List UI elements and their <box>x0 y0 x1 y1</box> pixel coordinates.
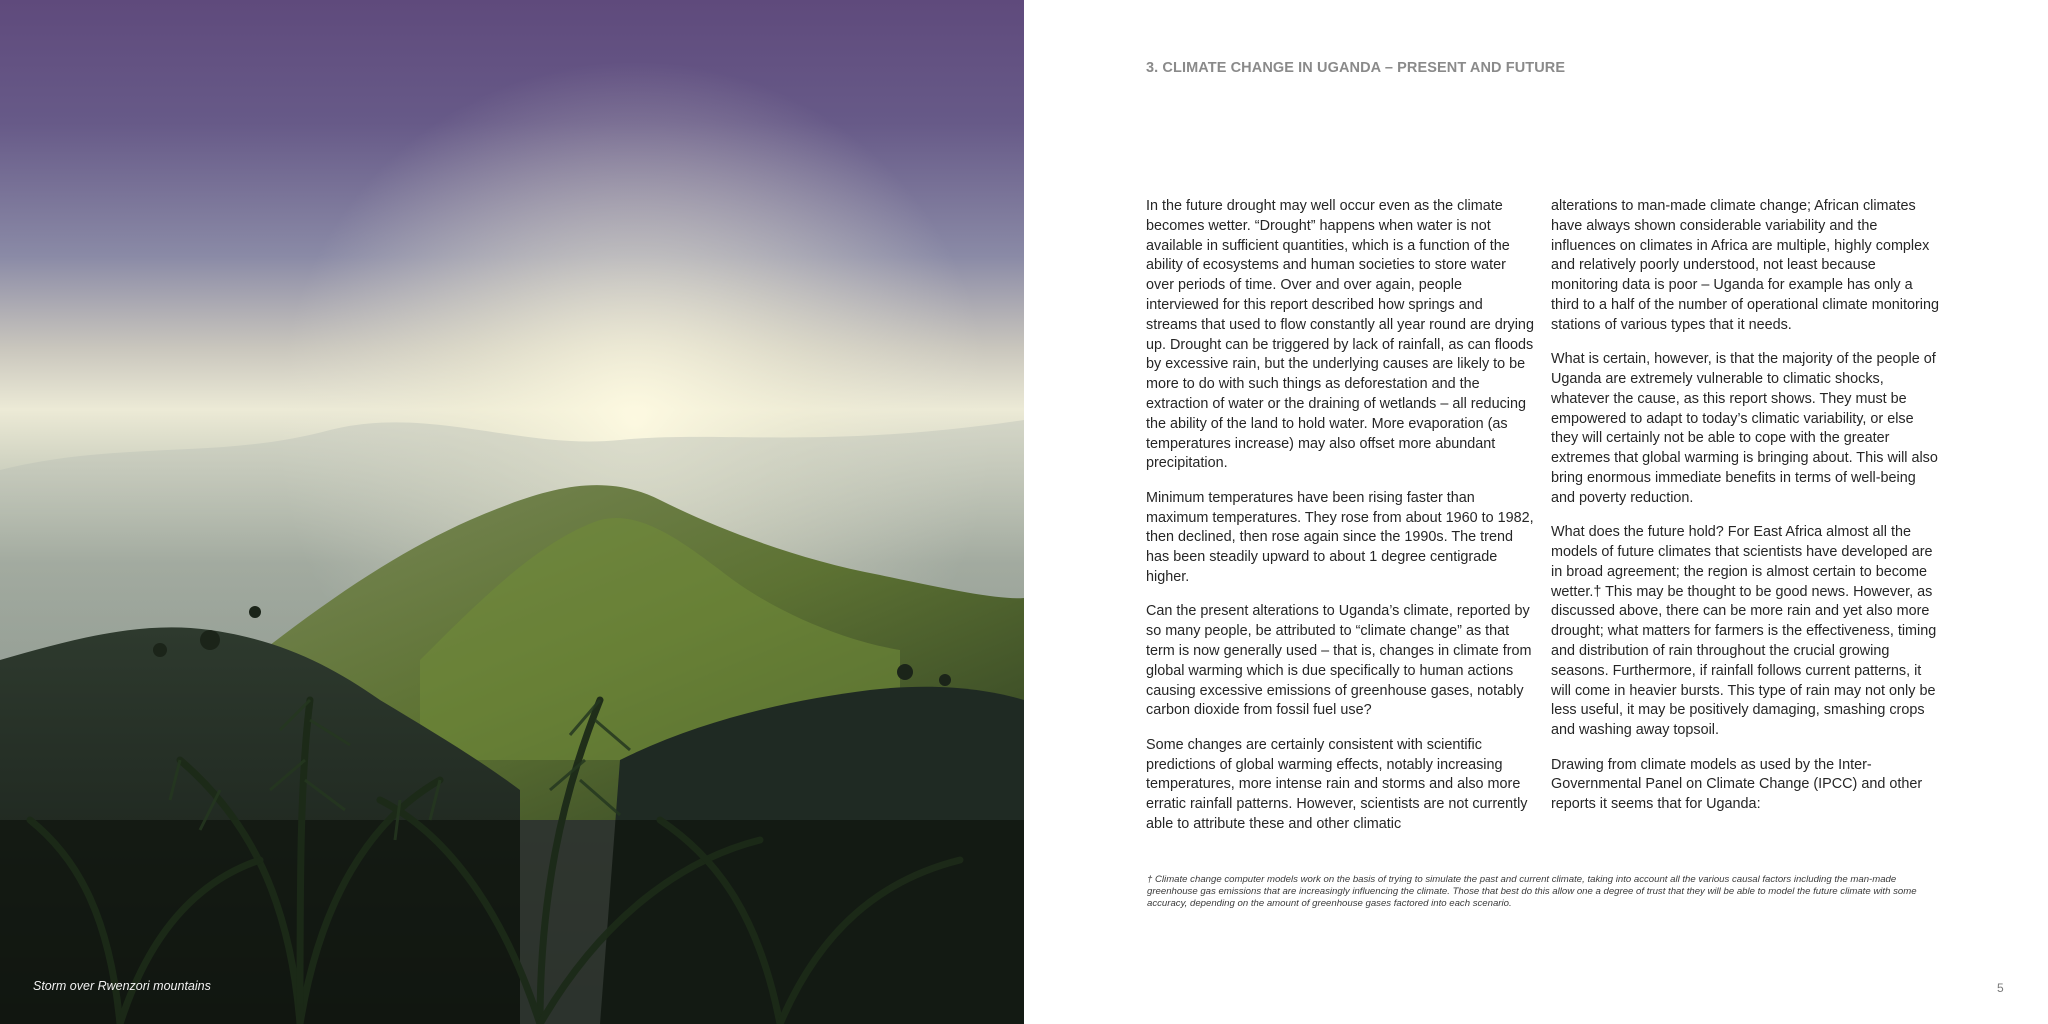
paragraph: Can the present alterations to Uganda’s climate, reported by so many people, be attributed to “climate change” as that term is now generally used – that is, changes in climate from global warming which is due specifically to human actions causing excessive emissions of greenhouse gases, notably carbon dioxide from fossil fuel use? <box>1146 603 1532 719</box>
paragraph: What does the future hold? For East Africa almost all the models of future climates that scientists have developed are in broad agreement; the region is almost certain to become wetter.† This may be thought to be good news. However, as discussed above, there can be more rain and yet also more drought; what matters for farmers is the effectiveness, timing and distribution of rain throughout the crucial growing seasons. Furthermore, if rainfall follows current patterns, it will come in heavier bursts. This type of rain may not only be less useful, it may be positively damaging, smashing crops and washing away topsoil. <box>1551 524 1937 739</box>
photo-caption: Storm over Rwenzori mountains <box>33 979 211 993</box>
left-column <box>1146 197 1536 849</box>
paragraph: What is certain, however, is that the majority of the people of Uganda are extremely vulnerable to climatic shocks, whatever the cause, as this report shows. They must be empowered to adapt to today’s climatic variability, or else they will certainly not be able to cope with the greater extremes that global warming is bringing about. This will also bring enormous immediate benefits in terms of well-being and poverty reduction. <box>1551 351 1938 506</box>
paragraph: Minimum temperatures have been rising faster than maximum temperatures. They rose from about 1960 to 1982, then declined, then rose again since the 1990s. The trend has been steadily upward to about 1 degree centigrade higher. <box>1146 489 1534 585</box>
paragraph: Drawing from climate models as used by the Inter-Governmental Panel on Climate Change (IPCC) and other reports it seems that for Uganda: <box>1551 756 1923 813</box>
footnote: † Climate change computer models work on the basis of trying to simulate the past and current climate, taking into account all the various causal factors including the man-made greenhouse gas emissions that are increasingly influencing the climate. Those that best do this allow one a degree of trust that they will be able to model the future climate with some accuracy, depending on the amount of greenhouse gases factored into each scenario. <box>1147 874 1917 909</box>
section-heading: 3. CLIMATE CHANGE IN UGANDA – PRESENT AND FUTURE <box>1146 60 1566 76</box>
paragraph: alterations to man-made climate change; African climates have always shown considerable variability and the influences on climates in Africa are multiple, highly complex and relatively poorly understood, not least because monitoring data is poor – Uganda for example has only a third to a half of the number of operational climate monitoring stations of various types that it needs. <box>1551 198 1939 333</box>
paragraph: In the future drought may well occur even as the climate becomes wetter. “Drought” happens when water is not available in sufficient quantities, which is a function of the ability of ecosystems and human societies to store water over periods of time. Over and over again, people interviewed for this report described how springs and streams that used to flow constantly all year round are drying up. Drought can be triggered by lack of rainfall, as can floods by excessive rain, but the underlying causes are likely to be more to do with such things as deforestation and the extraction of water or the draining of wetlands – all reducing the ability of the land to hold water. More evaporation (as temperatures increase) may also offset more abundant precipitation. <box>1146 198 1534 472</box>
text-page <box>1024 0 2048 1024</box>
page-number: 5 <box>1997 981 2004 995</box>
right-column <box>1551 197 1941 829</box>
paragraph: Some changes are certainly consistent with scientific predictions of global warming effects, notably increasing temperatures, more intense rain and storms and also more erratic rainfall patterns. However, scientists are not currently able to attribute these and other climatic <box>1146 736 1528 832</box>
